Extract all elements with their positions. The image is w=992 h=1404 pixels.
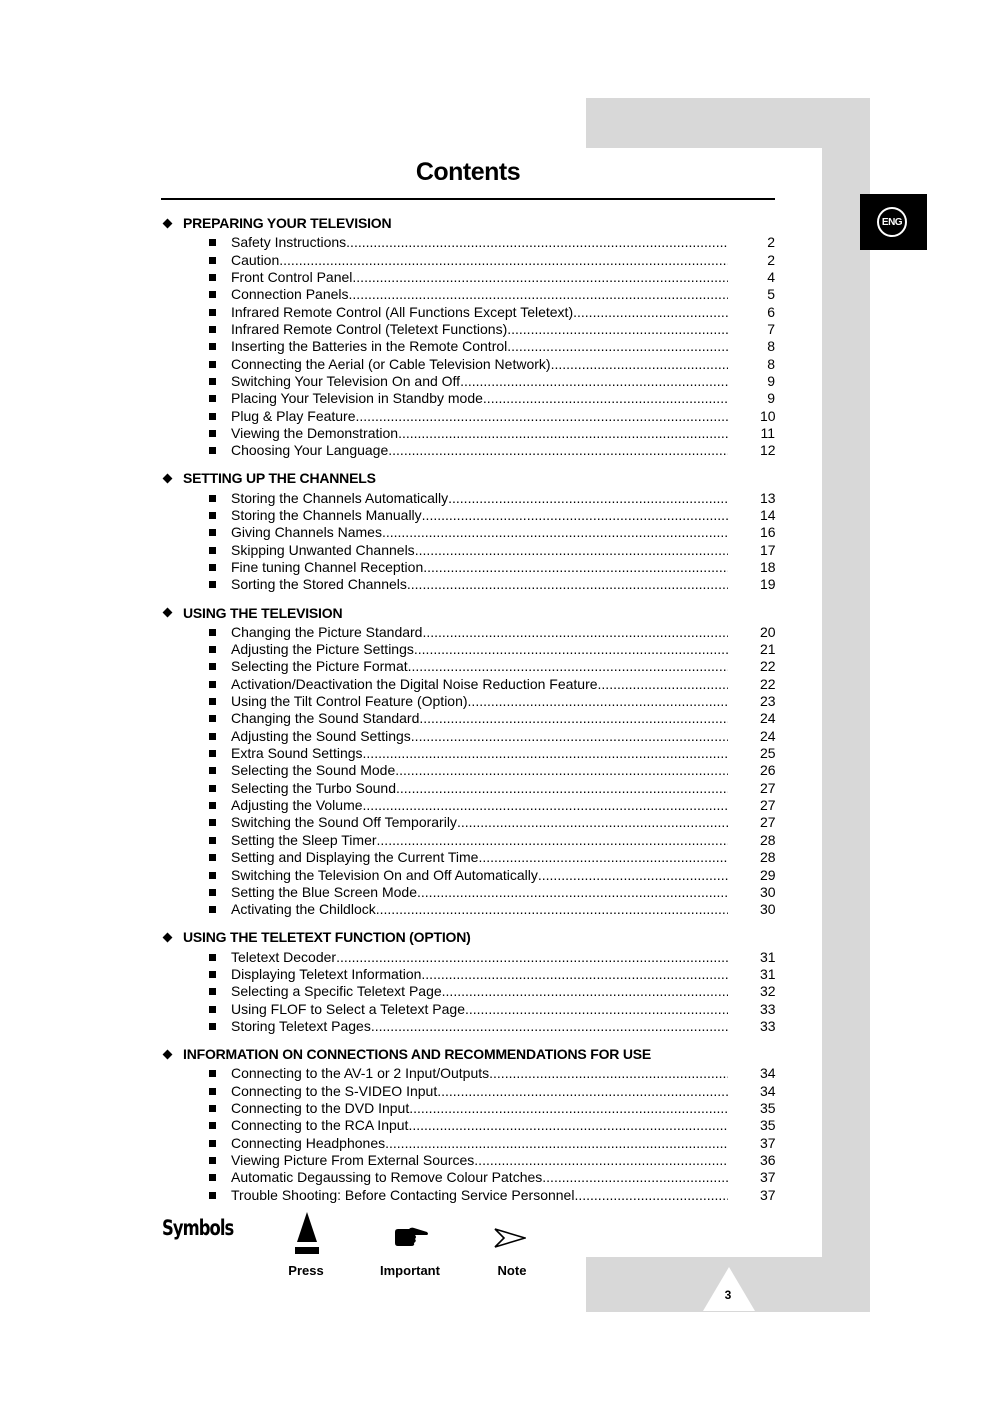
toc-entry xyxy=(161,1117,775,1134)
square-bullet-icon xyxy=(209,1174,216,1181)
toc-entry-page: 6 xyxy=(767,303,775,320)
square-bullet-icon xyxy=(209,430,216,437)
dot-leader xyxy=(363,745,728,762)
square-bullet-icon xyxy=(209,819,216,826)
toc-entry-page: 24 xyxy=(760,727,776,744)
dot-leader xyxy=(483,390,728,407)
toc-entry xyxy=(161,1100,775,1117)
toc-entry-label: Infrared Remote Control (Teletext Functions) xyxy=(231,320,508,337)
dot-leader xyxy=(422,624,728,641)
section-heading xyxy=(161,213,775,233)
toc-entry-page: 30 xyxy=(760,883,776,900)
section-heading xyxy=(161,468,775,488)
toc-section xyxy=(161,927,775,1035)
toc-entry-label: Sorting the Stored Channels xyxy=(231,576,407,593)
dot-leader xyxy=(465,1001,728,1018)
square-bullet-icon xyxy=(209,343,216,350)
page-number: 3 xyxy=(724,1288,732,1302)
section-heading-text: PREPARING YOUR TELEVISION xyxy=(183,215,392,231)
toc-entry-page: 23 xyxy=(760,693,776,710)
dot-leader xyxy=(551,356,728,373)
gray-band-side xyxy=(822,98,870,1312)
toc-entry-page: 19 xyxy=(760,576,776,593)
square-bullet-icon xyxy=(209,629,216,636)
square-bullet-icon xyxy=(209,1105,216,1112)
square-bullet-icon xyxy=(209,581,216,588)
toc-entry xyxy=(161,641,775,658)
press-label: Press xyxy=(288,1263,324,1278)
dot-leader xyxy=(376,901,728,918)
toc-entry xyxy=(161,797,775,814)
toc-entry-label: Viewing the Demonstration xyxy=(231,424,399,441)
section-heading xyxy=(161,603,775,623)
toc-entry-label: Automatic Degaussing to Remove Colour Patches xyxy=(231,1169,543,1186)
page-title: Contents xyxy=(415,158,521,186)
toc-entry-label: Displaying Teletext Information xyxy=(231,965,422,982)
square-bullet-icon xyxy=(209,1140,216,1147)
dot-leader xyxy=(437,1083,728,1100)
toc-entry-label: Switching Your Television On and Off xyxy=(231,372,461,389)
toc-entry-label: Connecting Headphones xyxy=(231,1134,386,1151)
section-heading xyxy=(161,1044,775,1064)
toc-entry-label: Giving Channels Names xyxy=(231,524,382,541)
toc-entry-label: Safety Instructions xyxy=(231,234,347,251)
square-bullet-icon xyxy=(209,309,216,316)
square-bullet-icon xyxy=(209,906,216,913)
important-label: Important xyxy=(380,1263,440,1278)
square-bullet-icon xyxy=(209,1157,216,1164)
toc-entry-label: Infrared Remote Control (All Functions Except Teletext) xyxy=(231,303,574,320)
toc-entry xyxy=(161,321,775,338)
toc-entry-label: Activation/Deactivation the Digital Noise Reduction Feature xyxy=(231,675,598,692)
dot-leader xyxy=(468,693,728,710)
toc-entry-page: 8 xyxy=(767,338,775,355)
square-bullet-icon xyxy=(209,1088,216,1095)
dot-leader xyxy=(407,576,728,593)
toc-entry-label: Setting the Blue Screen Mode xyxy=(231,883,418,900)
square-bullet-icon xyxy=(209,663,216,670)
table-of-contents xyxy=(161,213,775,1213)
toc-entry xyxy=(161,524,775,541)
toc-entry-label: Fine tuning Channel Reception xyxy=(231,559,424,576)
toc-entry-page: 9 xyxy=(767,372,775,389)
toc-entry-page: 27 xyxy=(760,814,776,831)
dot-leader xyxy=(507,321,728,338)
toc-entry xyxy=(161,983,775,1000)
square-bullet-icon xyxy=(209,854,216,861)
dot-leader xyxy=(421,966,728,983)
dot-leader xyxy=(363,797,728,814)
toc-entry-page: 2 xyxy=(767,234,775,251)
dot-leader xyxy=(478,849,728,866)
toc-entry-label: Selecting the Picture Format xyxy=(231,658,408,675)
toc-entry-label: Setting and Displaying the Current Time xyxy=(231,849,479,866)
dot-leader xyxy=(385,1135,728,1152)
toc-entry-page: 33 xyxy=(760,1000,776,1017)
toc-entry-page: 27 xyxy=(760,797,776,814)
toc-entry xyxy=(161,1000,775,1017)
square-bullet-icon xyxy=(209,274,216,281)
toc-entry-page: 8 xyxy=(767,355,775,372)
dot-leader xyxy=(408,1117,728,1134)
toc-entry-label: Selecting a Specific Teletext Page xyxy=(231,983,442,1000)
toc-entry xyxy=(161,489,775,506)
toc-entry-page: 35 xyxy=(760,1117,776,1134)
toc-entry-page: 30 xyxy=(760,901,776,918)
dot-leader xyxy=(457,814,728,831)
dot-leader xyxy=(415,542,728,559)
square-bullet-icon xyxy=(209,413,216,420)
dot-leader xyxy=(448,490,728,507)
dot-leader xyxy=(408,658,728,675)
toc-entry-label: Connecting to the S-VIDEO Input xyxy=(231,1082,438,1099)
toc-entry xyxy=(161,338,775,355)
square-bullet-icon xyxy=(209,646,216,653)
toc-entry-page: 29 xyxy=(760,866,776,883)
note-label: Note xyxy=(497,1263,527,1278)
toc-entry xyxy=(161,507,775,524)
toc-entry xyxy=(161,251,775,268)
toc-entry-page: 25 xyxy=(760,745,776,762)
toc-entry xyxy=(161,1082,775,1099)
symbols-heading: Symbols xyxy=(162,1216,234,1240)
square-bullet-icon xyxy=(209,954,216,961)
language-tab xyxy=(860,194,927,250)
square-bullet-icon xyxy=(209,1006,216,1013)
toc-entry-label: Storing the Channels Manually xyxy=(231,506,422,523)
square-bullet-icon xyxy=(209,988,216,995)
toc-entry-page: 4 xyxy=(767,268,775,285)
toc-entry xyxy=(161,1018,775,1035)
toc-entry xyxy=(161,762,775,779)
toc-section xyxy=(161,1044,775,1204)
dot-leader xyxy=(507,338,728,355)
toc-entry-page: 37 xyxy=(760,1169,776,1186)
toc-entry xyxy=(161,355,775,372)
square-bullet-icon xyxy=(209,1122,216,1129)
square-bullet-icon xyxy=(209,715,216,722)
square-bullet-icon xyxy=(209,785,216,792)
toc-entry-label: Plug & Play Feature xyxy=(231,407,356,424)
toc-entry-label: Caution xyxy=(231,251,280,268)
toc-entry-label: Adjusting the Sound Settings xyxy=(231,727,411,744)
toc-entry-page: 28 xyxy=(760,849,776,866)
toc-entry-page: 24 xyxy=(760,710,776,727)
toc-entry xyxy=(161,658,775,675)
toc-entry-page: 37 xyxy=(760,1134,776,1151)
toc-entry xyxy=(161,1187,775,1204)
toc-entry-label: Switching the Sound Off Temporarily xyxy=(231,814,457,831)
toc-entry-label: Skipping Unwanted Channels xyxy=(231,541,415,558)
toc-entry-page: 12 xyxy=(760,442,776,459)
toc-entry-label: Switching the Television On and Off Automatically xyxy=(231,866,538,883)
toc-entry-page: 34 xyxy=(760,1082,776,1099)
toc-entry-page: 20 xyxy=(760,623,776,640)
square-bullet-icon xyxy=(209,564,216,571)
toc-entry xyxy=(161,814,775,831)
square-bullet-icon xyxy=(209,837,216,844)
square-bullet-icon xyxy=(209,447,216,454)
dot-leader xyxy=(419,710,728,727)
dot-leader xyxy=(574,1187,728,1204)
toc-entry-page: 36 xyxy=(760,1151,776,1168)
dot-leader xyxy=(388,442,728,459)
dot-leader xyxy=(411,728,728,745)
toc-entry-page: 28 xyxy=(760,831,776,848)
toc-entry-page: 33 xyxy=(760,1017,776,1034)
toc-entry-page: 31 xyxy=(760,948,776,965)
dot-leader xyxy=(422,507,728,524)
toc-entry-label: Inserting the Batteries in the Remote Control xyxy=(231,338,508,355)
toc-entry-label: Placing Your Television in Standby mode xyxy=(231,390,483,407)
toc-entry xyxy=(161,559,775,576)
dot-leader xyxy=(417,884,728,901)
toc-entry xyxy=(161,966,775,983)
dot-leader xyxy=(474,1152,728,1169)
dot-leader xyxy=(538,867,728,884)
square-bullet-icon xyxy=(209,750,216,757)
toc-entry-page: 18 xyxy=(760,559,776,576)
toc-section xyxy=(161,468,775,593)
dot-leader xyxy=(460,373,728,390)
dot-leader xyxy=(414,641,728,658)
toc-entry-label: Trouble Shooting: Before Contacting Service Personnel xyxy=(231,1186,575,1203)
toc-entry-label: Changing the Sound Standard xyxy=(231,710,420,727)
toc-entry xyxy=(161,901,775,918)
toc-entry-label: Using the Tilt Control Feature (Option) xyxy=(231,693,468,710)
diamond-bullet-icon xyxy=(163,1049,173,1059)
toc-entry-page: 26 xyxy=(760,762,776,779)
toc-section xyxy=(161,603,775,919)
diamond-bullet-icon xyxy=(163,608,173,618)
toc-entry-label: Connecting to the AV-1 or 2 Input/Outputs xyxy=(231,1065,490,1082)
square-bullet-icon xyxy=(209,378,216,385)
toc-entry xyxy=(161,866,775,883)
toc-entry-page: 16 xyxy=(760,524,776,541)
toc-entry xyxy=(161,576,775,593)
toc-entry-page: 13 xyxy=(760,489,776,506)
toc-entry-page: 17 xyxy=(760,541,776,558)
toc-entry-label: Activating the Childlock xyxy=(231,901,376,918)
toc-entry xyxy=(161,286,775,303)
square-bullet-icon xyxy=(209,239,216,246)
dot-leader xyxy=(346,234,728,251)
section-heading-text: USING THE TELETEXT FUNCTION (OPTION) xyxy=(183,929,471,946)
toc-entry-page: 31 xyxy=(760,965,776,982)
toc-entry xyxy=(161,1134,775,1151)
toc-entry-label: Selecting the Turbo Sound xyxy=(231,779,397,796)
toc-entry-label: Front Control Panel xyxy=(231,268,353,285)
toc-entry-label: Changing the Picture Standard xyxy=(231,623,423,640)
toc-entry xyxy=(161,832,775,849)
square-bullet-icon xyxy=(209,698,216,705)
toc-section xyxy=(161,213,775,459)
toc-entry-label: Storing the Channels Automatically xyxy=(231,489,449,506)
square-bullet-icon xyxy=(209,767,216,774)
square-bullet-icon xyxy=(209,547,216,554)
toc-entry xyxy=(161,303,775,320)
dot-leader xyxy=(423,559,728,576)
diamond-bullet-icon xyxy=(163,932,173,942)
dot-leader xyxy=(409,1100,728,1117)
toc-entry-page: 37 xyxy=(760,1186,776,1203)
dot-leader xyxy=(573,304,728,321)
toc-entry-page: 22 xyxy=(760,658,776,675)
dot-leader xyxy=(377,832,728,849)
toc-entry xyxy=(161,948,775,965)
toc-entry-label: Teletext Decoder xyxy=(231,948,337,965)
press-icon xyxy=(295,1212,319,1261)
toc-entry-label: Extra Sound Settings xyxy=(231,745,363,762)
toc-entry-page: 14 xyxy=(760,506,776,523)
dot-leader xyxy=(489,1065,728,1082)
toc-entry xyxy=(161,234,775,251)
toc-entry xyxy=(161,407,775,424)
square-bullet-icon xyxy=(209,326,216,333)
toc-entry xyxy=(161,1152,775,1169)
toc-entry-label: Selecting the Sound Mode xyxy=(231,762,396,779)
section-heading xyxy=(161,927,775,947)
language-tab-label: ENG xyxy=(877,207,907,237)
toc-entry-page: 22 xyxy=(760,675,776,692)
toc-entry xyxy=(161,1169,775,1186)
toc-entry xyxy=(161,624,775,641)
toc-entry-label: Adjusting the Picture Settings xyxy=(231,641,414,658)
toc-entry xyxy=(161,710,775,727)
section-heading-text: SETTING UP THE CHANNELS xyxy=(183,470,376,487)
square-bullet-icon xyxy=(209,1023,216,1030)
toc-entry xyxy=(161,373,775,390)
square-bullet-icon xyxy=(209,872,216,879)
toc-entry-label: Connection Panels xyxy=(231,286,349,303)
square-bullet-icon xyxy=(209,889,216,896)
toc-entry xyxy=(161,780,775,797)
square-bullet-icon xyxy=(209,257,216,264)
section-heading-text: INFORMATION ON CONNECTIONS AND RECOMMENDATIONS FOR USE xyxy=(183,1046,652,1063)
toc-entry-page: 11 xyxy=(760,424,775,441)
toc-entry xyxy=(161,693,775,710)
toc-entry xyxy=(161,728,775,745)
dot-leader xyxy=(352,269,728,286)
diamond-bullet-icon xyxy=(163,474,173,484)
toc-entry-label: Connecting to the RCA Input xyxy=(231,1117,409,1134)
square-bullet-icon xyxy=(209,395,216,402)
toc-entry-page: 35 xyxy=(760,1099,776,1116)
toc-entry-page: 2 xyxy=(767,251,775,268)
square-bullet-icon xyxy=(209,1070,216,1077)
square-bullet-icon xyxy=(209,495,216,502)
toc-entry xyxy=(161,1065,775,1082)
note-arrow-icon xyxy=(494,1228,526,1253)
toc-entry-page: 10 xyxy=(760,407,776,424)
square-bullet-icon xyxy=(209,291,216,298)
toc-entry-label: Storing Teletext Pages xyxy=(231,1017,371,1034)
toc-entry-page: 34 xyxy=(760,1065,776,1082)
toc-entry-page: 32 xyxy=(760,983,776,1000)
dot-leader xyxy=(371,1018,728,1035)
diamond-bullet-icon xyxy=(163,218,173,228)
dot-leader xyxy=(398,425,728,442)
dot-leader xyxy=(598,676,728,693)
dot-leader xyxy=(336,949,728,966)
square-bullet-icon xyxy=(209,802,216,809)
title-divider xyxy=(161,198,775,200)
square-bullet-icon xyxy=(209,512,216,519)
dot-leader xyxy=(349,286,728,303)
dot-leader xyxy=(356,408,728,425)
toc-entry xyxy=(161,849,775,866)
toc-entry xyxy=(161,425,775,442)
toc-entry xyxy=(161,442,775,459)
toc-entry-label: Setting the Sleep Timer xyxy=(231,831,377,848)
toc-entry xyxy=(161,676,775,693)
square-bullet-icon xyxy=(209,361,216,368)
toc-entry xyxy=(161,390,775,407)
toc-entry-page: 27 xyxy=(760,779,776,796)
section-heading-text: USING THE TELEVISION xyxy=(183,604,343,621)
square-bullet-icon xyxy=(209,1192,216,1199)
toc-entry xyxy=(161,884,775,901)
toc-entry-label: Using FLOF to Select a Teletext Page xyxy=(231,1000,465,1017)
square-bullet-icon xyxy=(209,529,216,536)
toc-entry-page: 21 xyxy=(760,641,776,658)
toc-entry-label: Connecting the Aerial (or Cable Television Network) xyxy=(231,355,551,372)
dot-leader xyxy=(442,983,728,1000)
toc-entry xyxy=(161,269,775,286)
toc-entry-label: Choosing Your Language xyxy=(231,442,389,459)
dot-leader xyxy=(396,780,728,797)
toc-entry-label: Viewing Picture From External Sources xyxy=(231,1151,475,1168)
toc-entry-page: 9 xyxy=(767,390,775,407)
dot-leader xyxy=(382,524,728,541)
toc-entry-label: Adjusting the Volume xyxy=(231,797,363,814)
important-hand-icon xyxy=(393,1226,429,1253)
square-bullet-icon xyxy=(209,681,216,688)
toc-entry xyxy=(161,542,775,559)
dot-leader xyxy=(395,762,728,779)
toc-entry-label: Connecting to the DVD Input xyxy=(231,1099,410,1116)
toc-entry-page: 7 xyxy=(767,320,775,337)
square-bullet-icon xyxy=(209,733,216,740)
dot-leader xyxy=(542,1169,728,1186)
toc-entry-page: 5 xyxy=(767,286,775,303)
dot-leader xyxy=(279,252,728,269)
square-bullet-icon xyxy=(209,971,216,978)
toc-entry xyxy=(161,745,775,762)
